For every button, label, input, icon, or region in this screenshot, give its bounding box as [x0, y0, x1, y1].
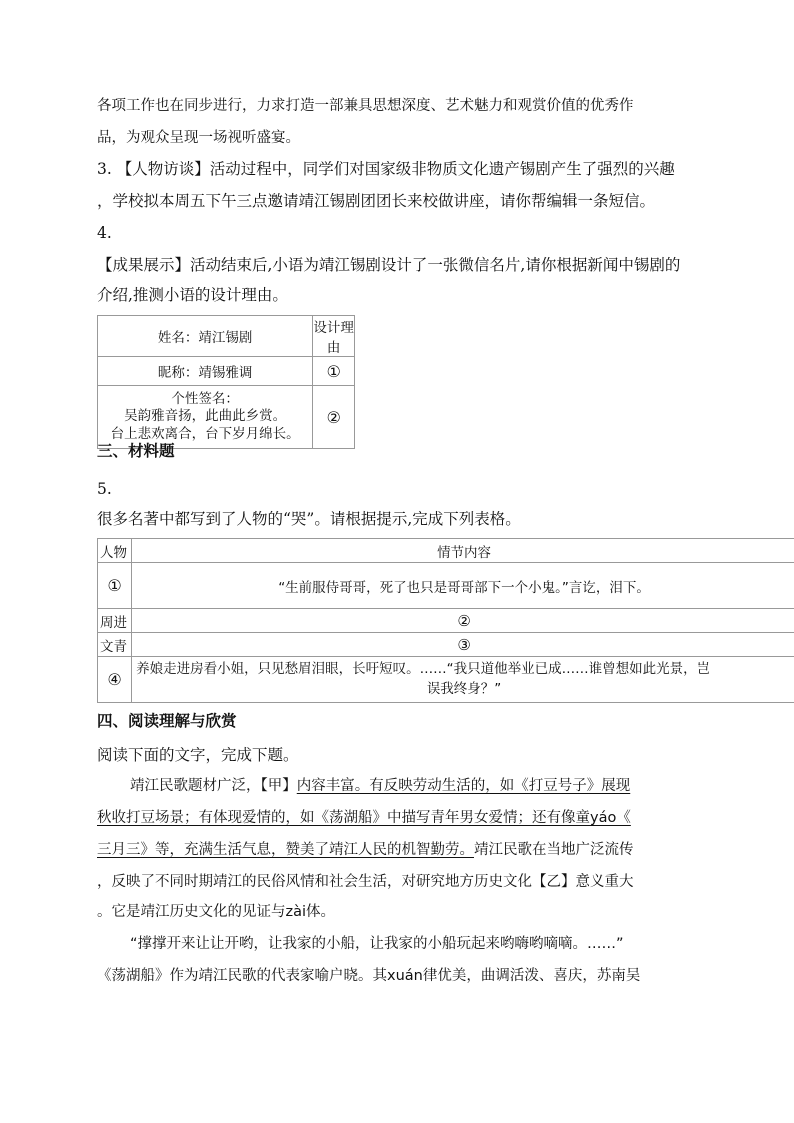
table-cell [132, 657, 794, 703]
section-heading: 四、阅读理解与欣赏 [97, 712, 237, 730]
reading-instruction: 阅读下面的文字，完成下题。 [97, 746, 299, 764]
passage-text: 靖江民歌在当地广泛流传 [474, 842, 634, 858]
underlined-text: 三月三》等，充满生活气息，赞美了靖江人民的机智勤劳。 [97, 842, 474, 858]
passage-line: 《荡湖船》作为靖江民歌的代表家喻户晓。其xuán律优美，曲调活泼、喜庆，苏南吴 [97, 968, 641, 984]
passage-line: “撑撑开来让让开哟，让我家的小船，让我家的小船玩起来哟嗨哟嘀嘀。……” [130, 936, 624, 952]
signature-line: 台上悲欢离合，台下岁月绵长。 [110, 425, 300, 442]
table-cell: ② [132, 609, 794, 633]
section-heading: 三、材料题 [97, 442, 175, 460]
table-header: 姓名：靖江锡剧 [98, 316, 313, 357]
table-cell [98, 386, 313, 449]
table-cell: 昵称：靖锡雅调 [98, 357, 313, 386]
plot-line: 误我终身？” [426, 680, 502, 697]
passage-line: 。它是靖江历史文化的见证与zài体。 [97, 904, 336, 920]
signature-line: 吴韵雅音扬，此曲此乡赏。 [124, 408, 287, 425]
question-3-line: ，学校拟本周五下午三点邀请靖江锡剧团团长来校做讲座，请你帮编辑一条短信。 [97, 192, 656, 210]
table-cell: ① [313, 357, 355, 386]
question-3-line: 3. 【人物访谈】活动过程中，同学们对国家级非物质文化遗产锡剧产生了强烈的兴趣 [97, 160, 675, 178]
table-header: 人物 [98, 539, 132, 563]
passage-line: ，反映了不同时期靖江的民俗风情和社会生活，对研究地方历史文化【乙】意义重大 [97, 874, 634, 890]
table-header: 情节内容 [132, 539, 794, 563]
table-header: 设计理由 [313, 316, 355, 357]
paragraph-line: 品，为观众呈现一场视听盛宴。 [97, 130, 300, 146]
wechat-card-table [97, 315, 355, 449]
passage-text: 靖江民歌题材广泛，【甲】 [130, 778, 297, 794]
question-4-number: 4. [97, 224, 112, 242]
table-cell: ④ [98, 657, 132, 703]
table-cell: “生前服侍哥哥，死了也只是哥哥部下一个小鬼。”言讫，泪下。 [132, 563, 794, 609]
crying-characters-table [97, 538, 794, 703]
question-4-line: 【成果展示】活动结束后,小语为靖江锡剧设计了一张微信名片,请你根据新闻中锡剧的 [97, 256, 681, 274]
passage-line [97, 842, 634, 859]
question-5-line: 很多名著中都写到了人物的“哭”。请根据提示,完成下列表格。 [97, 510, 521, 528]
table-cell: 周进 [98, 609, 132, 633]
question-5-number: 5. [97, 480, 112, 498]
table-cell: 文青 [98, 633, 132, 657]
signature-label: 个性签名： [171, 390, 239, 407]
plot-line: 养娘走进房看小姐，只见愁眉泪眼，长吁短叹。……“我只道他举业已成……谁曾想如此光景，岂 [136, 660, 711, 677]
passage-line: 秋收打豆场景；有体现爱情的，如《荡湖船》中描写青年男女爱情；还有像童yáo《 [97, 810, 631, 826]
table-cell: ③ [132, 633, 794, 657]
question-4-line: 介绍,推测小语的设计理由。 [97, 286, 288, 304]
passage-line [130, 778, 630, 795]
table-cell: ① [98, 563, 132, 609]
table-cell: ② [313, 386, 355, 449]
paragraph-line: 各项工作也在同步进行，力求打造一部兼具思想深度、艺术魅力和观赏价值的优秀作 [97, 98, 634, 114]
underlined-text: 内容丰富。有反映劳动生活的，如《打豆号子》展现 [296, 778, 631, 794]
